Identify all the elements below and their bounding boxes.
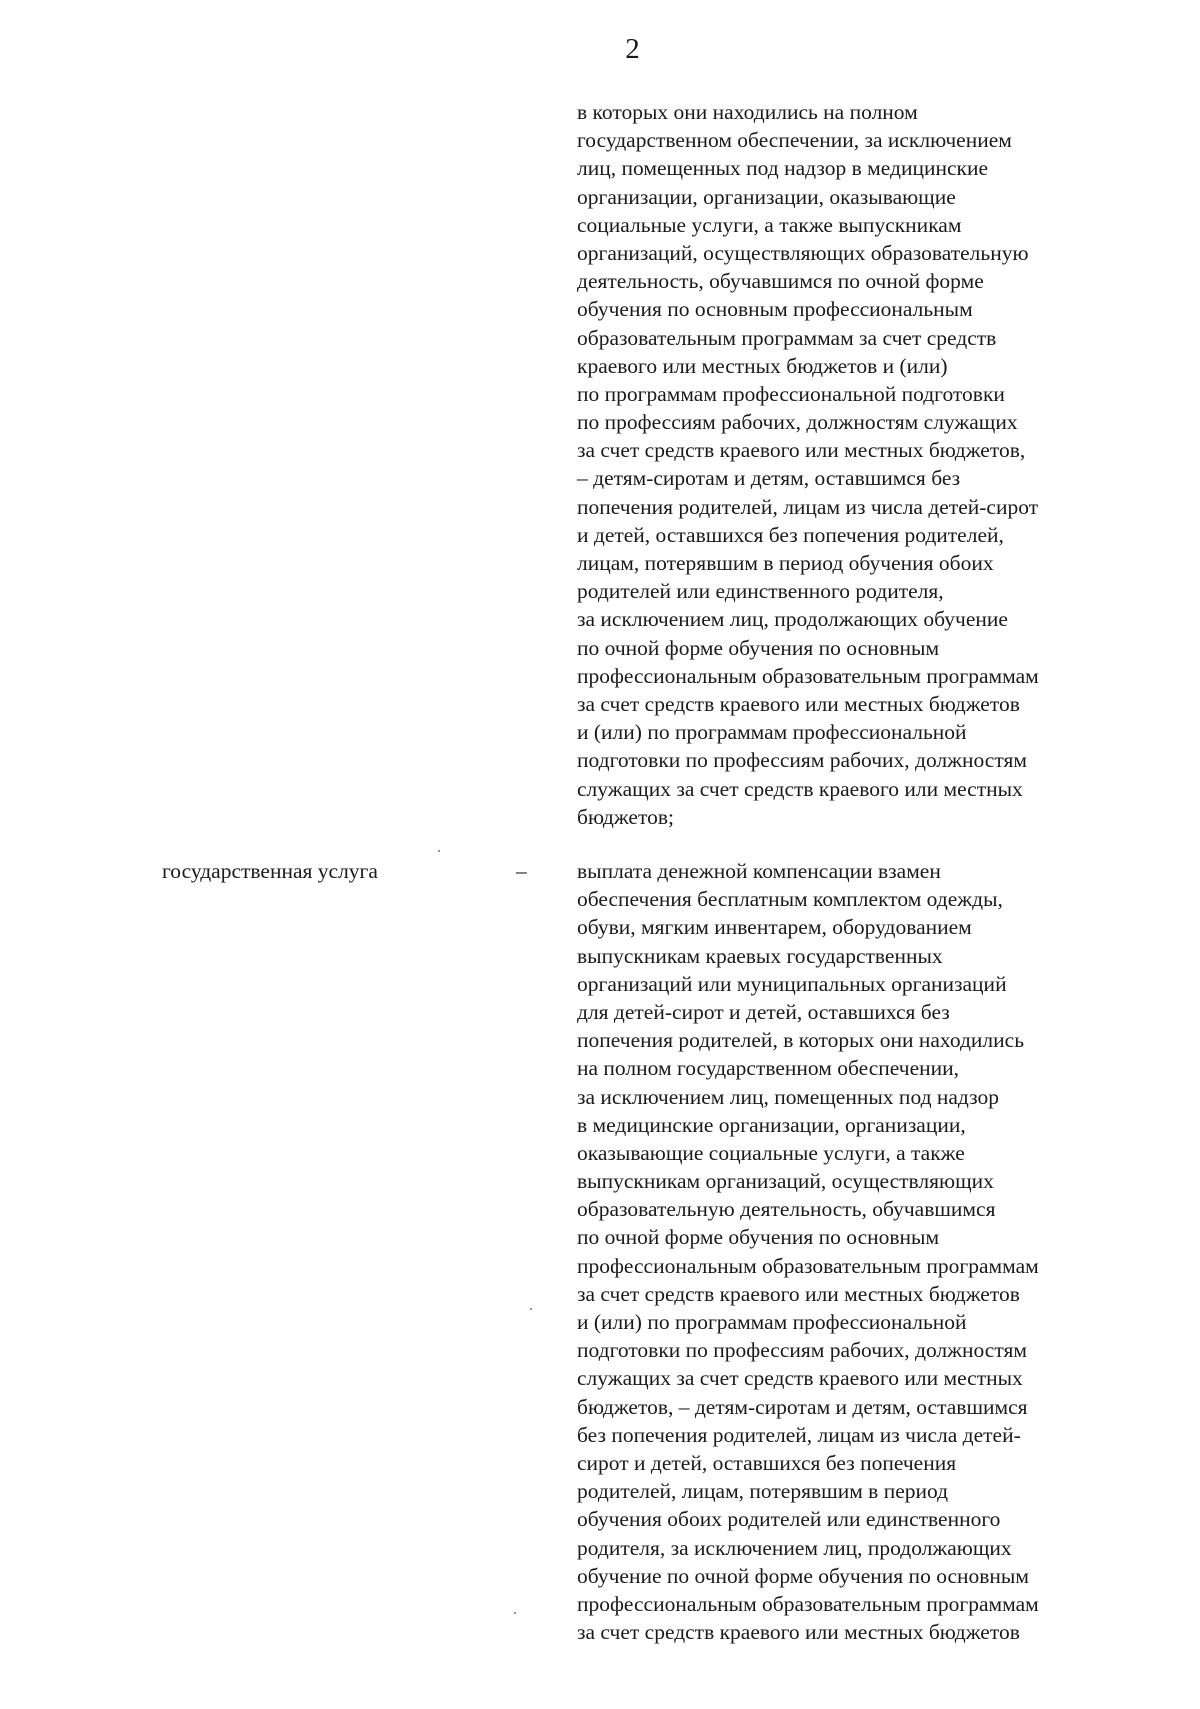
text-line: обучения обоих родителей или единственного [577, 1507, 1001, 1532]
text-line: за исключением лиц, продолжающих обучение [577, 607, 1008, 632]
text-line: краевого или местных бюджетов и (или) [577, 353, 948, 378]
page-number: 2 [625, 33, 640, 65]
text-line: организаций, осуществляющих образовательную [577, 240, 1029, 265]
text-line: выплата денежной компенсации взамен [577, 859, 941, 883]
text-line: подготовки по профессиям рабочих, должностям [577, 1338, 1027, 1363]
text-line: служащих за счет средств краевого или местных [577, 1366, 1023, 1391]
text-line: выпускникам организаций, осуществляющих [577, 1169, 994, 1194]
text-line: и (или) по программам профессиональной [577, 720, 967, 745]
text-line: по очной форме обучения по основным [577, 1225, 940, 1250]
scan-speck [438, 850, 440, 852]
definition-term: государственная услуга [162, 859, 378, 883]
text-line: по очной форме обучения по основным [577, 635, 940, 660]
text-line: бюджетов; [577, 804, 674, 829]
text-line: попечения родителей, в которых они находились [577, 1028, 1024, 1053]
text-line: за счет средств краевого или местных бюджетов [577, 1620, 1020, 1645]
text-line: для детей-сирот и детей, оставшихся без [577, 999, 950, 1024]
text-line: бюджетов, – детям-сиротам и детям, оставшимся [577, 1394, 1028, 1419]
text-line: социальные услуги, а также выпускникам [577, 212, 962, 237]
text-line: организаций или муниципальных организаций [577, 971, 1007, 996]
text-line: организации, организации, оказывающие [577, 184, 956, 209]
continuation-paragraph [577, 98, 1117, 831]
text-line: по программам профессиональной подготовки [577, 381, 1005, 406]
text-line: и (или) по программам профессиональной [577, 1310, 967, 1334]
text-line: родителей, лицам, потерявшим в период [577, 1479, 949, 1504]
text-line: на полном государственном обеспечении, [577, 1056, 960, 1081]
text-line: лицам, потерявшим в период обучения обоих [577, 551, 994, 575]
text-line: обуви, мягким инвентарем, оборудованием [577, 915, 972, 940]
text-line: профессиональным образовательным программам [577, 1591, 1039, 1616]
text-line: и детей, оставшихся без попечения родителей, [577, 522, 1004, 547]
text-line: профессиональным образовательным программам [577, 1253, 1039, 1278]
definition-dash: – [516, 859, 527, 883]
text-line: обучения по основным профессиональным [577, 297, 973, 322]
text-line: профессиональным образовательным программам [577, 663, 1039, 688]
text-line: за счет средств краевого или местных бюджетов [577, 1281, 1020, 1306]
text-line: по профессиям рабочих, должностям служащих [577, 410, 1018, 435]
text-line: в которых они находились на полном [577, 100, 918, 124]
text-line: подготовки по профессиям рабочих, должностям [577, 748, 1027, 773]
text-line: за счет средств краевого или местных бюджетов, [577, 438, 1026, 463]
text-line: государственном обеспечении, за исключением [577, 128, 1012, 153]
text-line: обеспечения бесплатным комплектом одежды, [577, 887, 1003, 912]
text-line: – детям-сиротам и детям, оставшимся без [577, 466, 961, 491]
text-line: выпускникам краевых государственных [577, 943, 943, 968]
text-line: родителя, за исключением лиц, продолжающих [577, 1535, 1012, 1560]
text-line: попечения родителей, лицам из числа детей-сирот [577, 494, 1039, 519]
text-line: служащих за счет средств краевого или местных [577, 776, 1023, 801]
text-line: без попечения родителей, лицам из числа детей- [577, 1422, 1021, 1447]
text-line: обучение по очной форме обучения по основным [577, 1563, 1029, 1588]
text-line: родителей или единственного родителя, [577, 579, 944, 604]
scan-speck [514, 1612, 516, 1614]
text-line: в медицинские организации, организации, [577, 1112, 966, 1137]
text-line: деятельность, обучавшимся по очной форме [577, 269, 984, 294]
text-line: лиц, помещенных под надзор в медицинские [577, 156, 988, 181]
definition-paragraph [577, 857, 1117, 1646]
text-line: оказывающие социальные услуги, а также [577, 1140, 965, 1165]
text-line: образовательную деятельность, обучавшимся [577, 1197, 996, 1222]
text-line: за исключением лиц, помещенных под надзор [577, 1084, 1000, 1109]
text-line: за счет средств краевого или местных бюджетов [577, 691, 1020, 716]
text-line: сирот и детей, оставшихся без попечения [577, 1450, 957, 1475]
text-line: образовательным программам за счет средств [577, 325, 997, 350]
scan-speck [530, 1308, 532, 1310]
